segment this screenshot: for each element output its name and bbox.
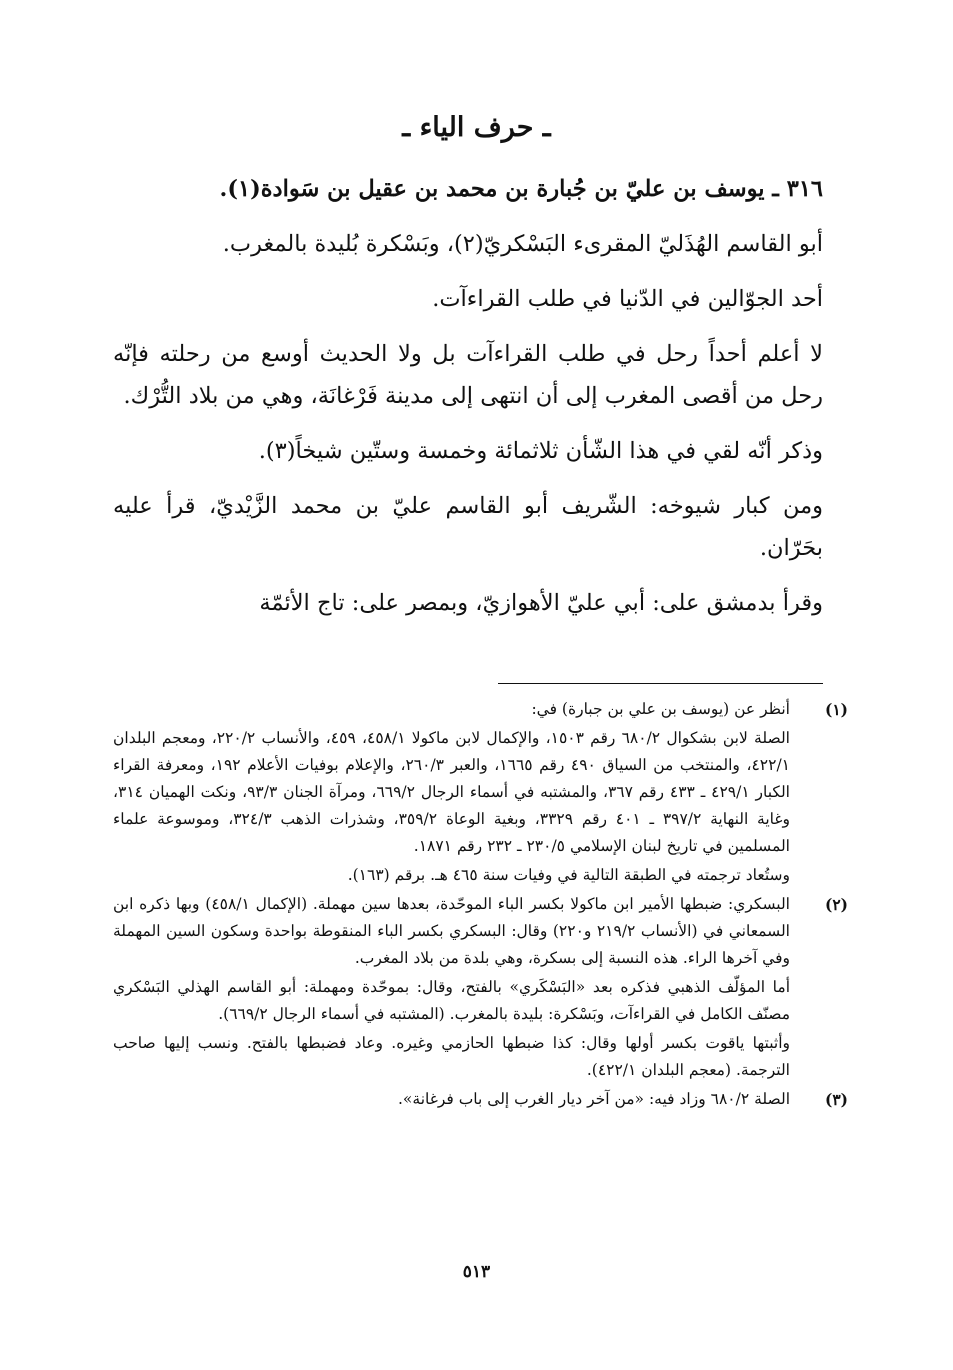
footnote-2 — [113, 891, 848, 1084]
body-paragraph: وذكر أنّه لقي في هذا الشّأن ثلاثمائة وخمسة وستّين شيخاً(٣). — [258, 438, 823, 464]
page-number: ٥١٣ — [462, 1262, 491, 1282]
footnotes — [113, 696, 848, 1115]
entry-heading: ٣١٦ ـ يوسف بن عليّ بن جُبارة بن محمد بن عقيل بن سَوادة(١). — [219, 176, 823, 202]
footnote-paragraph: وأثبتها ياقوت بكسر أولها وقال: كذا ضبطها الحازمي وغيره. وعاد فضبطها بالفتح. ونسب إليها صاحب الترجمة. (معجم البلدان ٤٢٢/١). — [113, 1034, 790, 1079]
footnote-divider — [498, 683, 823, 684]
footnote-number: (٣) — [824, 1090, 848, 1109]
main-text — [113, 168, 823, 637]
footnote-paragraph: أما المؤلّف الذهبي فذكره بعد «البَسْكَري» بالفتح، وقال: بموحّدة ومهملة: أبو القاسم الهذلي البَسْكري مصنّف الكامل في القراءآت، وبَسْكرة: بليدة بالمغرب. (المشتبه في أسماء الرجال ٦٦٩/٢). — [113, 978, 790, 1023]
footnote-number: (٢) — [824, 895, 848, 914]
footnote-number: (١) — [824, 700, 848, 719]
footnote-paragraph: البسكري: ضبطها الأمير ابن ماكولا بكسر الباء الموحّدة، بعدها سين مهملة. (الإكمال ٤٥٨/١) وبها ذكره ابن السمعاني في (الأنساب ٢١٩/٢ و٢٢٠) وقال: البسكري بكسر الباء المنقوطة بواحدة وسكون السين المهملة وفي آخرها الراء. هذه النسبة إلى بسكرة، وهي بلدة من بلاد المغرب. — [113, 895, 790, 967]
footnote-paragraph: وستُعاد ترجمته في الطبقة التالية في وفيات سنة ٤٦٥ هـ. برقم (١٦٣). — [347, 866, 790, 884]
section-title: ـ حرف الياء ـ — [402, 112, 551, 143]
body-paragraph: أبو القاسم الهُذَليّ المقرىء البَسْكريّ(٢)، وبَسْكرة بُليدة بالمغرب. — [222, 231, 823, 257]
body-paragraph: لا أعلم أحداً رحل في طلب القراءآت بل ولا الحديث أوسع من رحلته فإنّه رحل من أقصى المغرب إلى أن انتهى إلى مدينة فَرْغانَة، وهي من بلاد التُّرْك. — [113, 341, 823, 409]
body-paragraph: وقرأ بدمشق على: أبي عليّ الأهوازيّ، وبمصر على: تاج الأئمّة — [259, 590, 823, 616]
body-paragraph: أحد الجوّالين في الدّنيا في طلب القراءآت. — [432, 286, 823, 312]
footnote-paragraph: الصلة ٦٨٠/٢ وزاد فيه: «من آخر ديار الغرب إلى باب فرغانة». — [397, 1090, 790, 1108]
footnote-1 — [113, 696, 848, 889]
footnote-3 — [113, 1086, 848, 1113]
footnote-paragraph: أنظر عن (يوسف بن علي بن جبارة) في: — [531, 700, 790, 718]
body-paragraph: ومن كبار شيوخه: الشّريف أبو القاسم عليّ بن محمد الزَّيْديّ، قرأ عليه بحَرّان. — [113, 493, 823, 561]
footnote-paragraph: الصلة لابن بشكوال ٦٨٠/٢ رقم ١٥٠٣، والإكمال لابن ماكولا ٤٥٨/١، ٤٥٩، والأنساب ٢٢٠/٢، ومعجم البلدان ٤٢٢/١، والمنتخب من السياق ٤٩٠ رقم ١٦٦٥، والعبر ٢٦٠/٣، والإعلام بوفيات الأعلام ١٩٢، ومعرفة القراء الكبار ٤٢٩/١ ـ ٤٣٣ رقم ٣٦٧، والمشتبه في أسماء الرجال ٦٦٩/٢، ومرآة الجنان ٩٣/٣، ونكت الهميان ٣١٤، وغاية النهاية ٣٩٧/٢ ـ ٤٠١ رقم ٣٣٢٩، وبغية الوعاة ٣٥٩/٢، وشذرات الذهب ٣٢٤/٣، وموسوعة علماء المسلمين في تاريخ لبنان الإسلامي ٢٣٠/٥ ـ ٢٣٢ رقم ١٨٧١. — [113, 729, 790, 855]
